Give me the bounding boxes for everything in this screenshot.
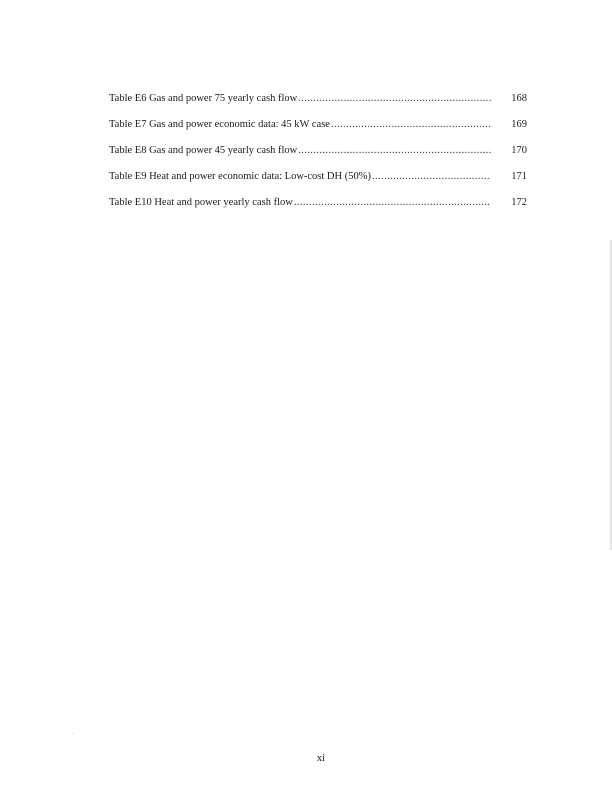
toc-entry-label: Table E6 Gas and power 75 yearly cash flow	[109, 93, 298, 104]
toc-entry-label: Table E8 Gas and power 45 yearly cash flow	[109, 145, 298, 156]
dot-leader	[298, 92, 491, 106]
toc-entry-page-number: 172	[511, 197, 527, 208]
page-number-footer: xi	[316, 753, 326, 764]
list-of-tables	[109, 92, 527, 222]
toc-entry-page-number: 170	[511, 145, 527, 156]
toc-entry-page-number: 168	[511, 93, 527, 104]
scan-speck	[73, 733, 74, 734]
toc-entry-table-e9[interactable]	[109, 170, 527, 196]
toc-entry-table-e6[interactable]	[109, 92, 527, 118]
toc-entry-table-e8[interactable]	[109, 144, 527, 170]
toc-entry-label: Table E10 Heat and power yearly cash flow	[109, 197, 293, 208]
toc-entry-label: Table E9 Heat and power economic data: Low-cost DH (50%)	[109, 171, 371, 182]
dot-leader	[372, 170, 491, 184]
dot-leader	[331, 118, 491, 132]
toc-entry-page-number: 169	[511, 119, 527, 130]
dot-leader	[298, 144, 491, 158]
toc-entry-table-e7[interactable]	[109, 118, 527, 144]
toc-entry-table-e10[interactable]	[109, 196, 527, 222]
dot-leader	[294, 196, 491, 210]
toc-entry-page-number: 171	[511, 171, 527, 182]
toc-entry-label: Table E7 Gas and power economic data: 45 kW case	[109, 119, 330, 130]
